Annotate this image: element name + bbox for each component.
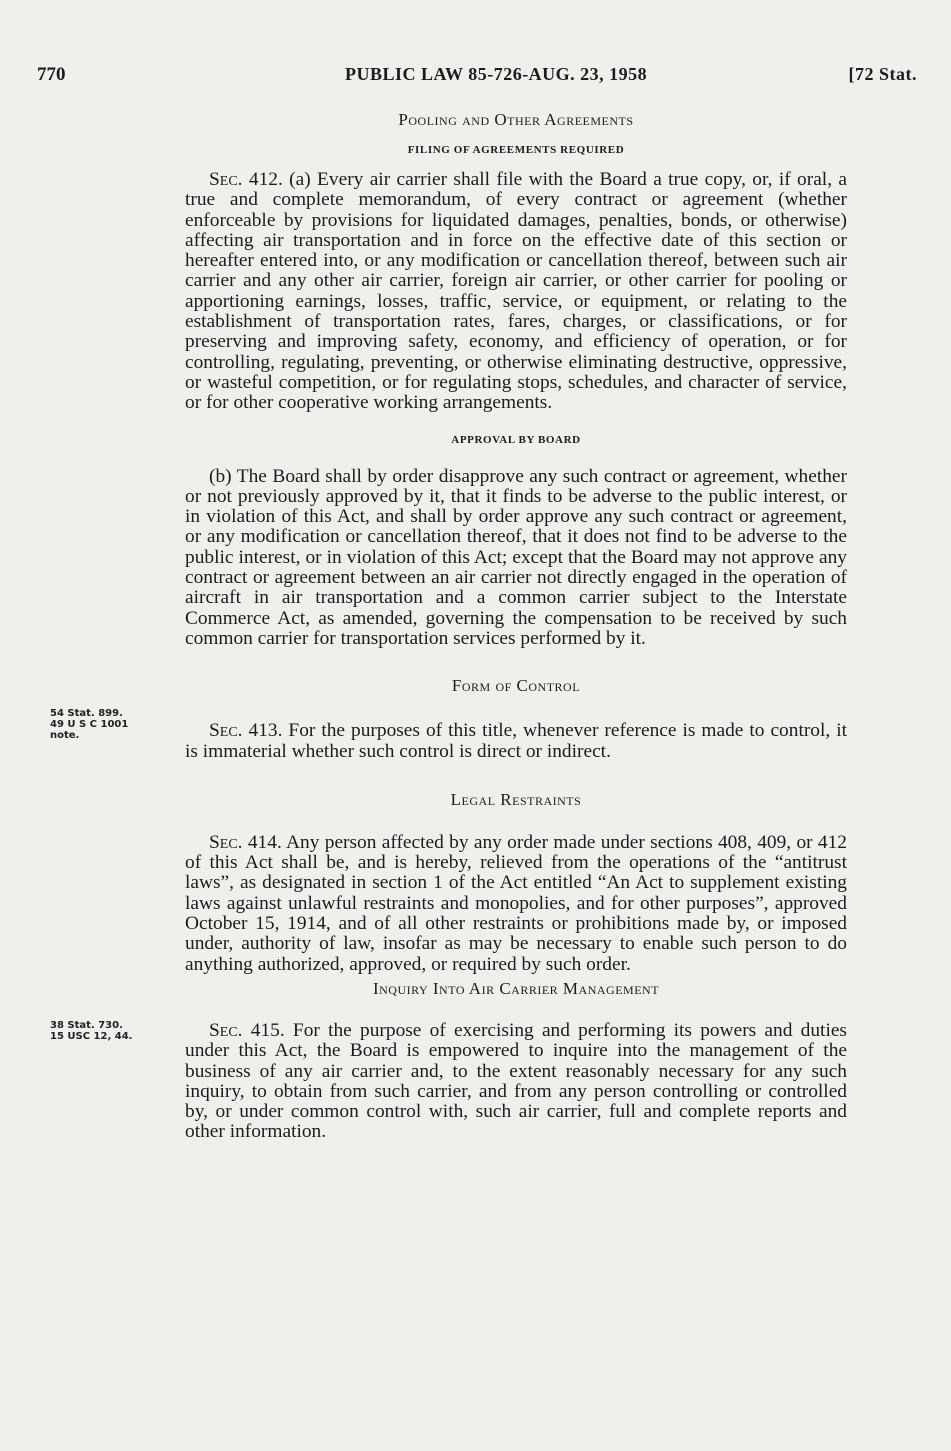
sec-412-b-paragraph: (b) The Board shall by order disapprove any such contract or agreement, whether or not previously approved by it, that it finds to be adverse to the public interest, or in violation of this Act, and shall by order approve any such contract or agreement, or any modification or cancellation thereof, that it does not find to be adverse to the public interest, or in violation of this Act; except that the Board may not approve any contract or agreement between an air carrier not directly engaged in the operation of aircraft in air transportation and a common carrier subject to the Interstate Commerce Act, as amended, governing the compensation to be received by such common carrier for transportation services performed by it. xyxy=(185,465,847,649)
sec-414-text: 414. Any person affected by any order made under sections 408, 409, or 412 of this Act shall be, and is hereby, relieved from the operations of the “antitrust laws”, as designated in section 1 of the Act entitled “An Act to supplement existing laws against unlawful restraints and monopolies, and for other purposes”, approved October 15, 1914, and of all other restraints or prohibitions made by, or imposed under, authority of law, insofar as may be necessary to enable such person to do anything authorized, approved, or required by such order. xyxy=(185,831,847,975)
sec-label: Sec. xyxy=(209,169,243,190)
sec-415-paragraph xyxy=(185,1021,847,1143)
document-body xyxy=(185,110,847,1143)
sec-label: Sec. xyxy=(209,1019,243,1041)
running-title: PUBLIC LAW 85-726-AUG. 23, 1958 xyxy=(345,64,648,84)
sec-label: Sec. xyxy=(209,831,243,853)
section-heading-form-of-control: Form of Control xyxy=(451,676,581,696)
subheading-approval: APPROVAL BY BOARD xyxy=(451,433,581,446)
subheading-filing: FILING OF AGREEMENTS REQUIRED xyxy=(407,144,625,156)
sec-413-paragraph xyxy=(185,721,847,762)
page-header xyxy=(37,64,917,94)
sec-412-a-text: 412. (a) Every air carrier shall file with the Board a true copy, or, if oral, a true and complete memorandum, of every contract or agreement (whether enforceable by provisions for liquidated damages, penalties, bonds, or otherwise) affecting air transportation and in force on the effective date of this section or hereafter entered into, or any modification or cancellation thereof, between such air carrier and any other air carrier, foreign air carrier, or other carrier for pooling or apportioning earnings, losses, traffic, service, or equipment, or relating to the establishment of transportation rates, fares, charges, or classifications, or for preserving and improving safety, economy, and efficiency of operation, or for controlling, regulating, preventing, or otherwise eliminating destructive, oppressive, or wasteful competition, or for regulating stops, schedules, and character of service, or for other cooperative working arrangements. xyxy=(185,169,847,414)
statute-volume: [72 Stat. xyxy=(848,64,917,84)
margin-note-interstate-commerce: 54 Stat. 899. 49 U S C 1001 note. xyxy=(50,708,129,741)
section-heading-pooling: Pooling and Other Agreements xyxy=(398,110,634,129)
section-heading-inquiry: Inquiry Into Air Carrier Management xyxy=(372,978,660,998)
sec-412-a-paragraph xyxy=(185,170,847,414)
sec-415-text: 415. For the purpose of exercising and performing its powers and duties under this Act, the Board is empowered to inquire into the management of the business of any air carrier and, to the extent reasonably necessary for any such inquiry, to obtain from such carrier, and from any person controlling or controlled by, or under common control with, such air carrier, full and complete reports and other information. xyxy=(185,1019,847,1143)
sec-414-paragraph xyxy=(185,833,847,975)
margin-note-antitrust: 38 Stat. 730. 15 USC 12, 44. xyxy=(50,1020,133,1042)
sec-413-text: 413. For the purposes of this title, whenever reference is made to control, it is immaterial whether such control is direct or indirect. xyxy=(185,720,847,762)
page-number: 770 xyxy=(37,64,66,85)
section-heading-legal-restraints: Legal Restraints xyxy=(450,789,582,809)
sec-label: Sec. xyxy=(209,720,243,742)
